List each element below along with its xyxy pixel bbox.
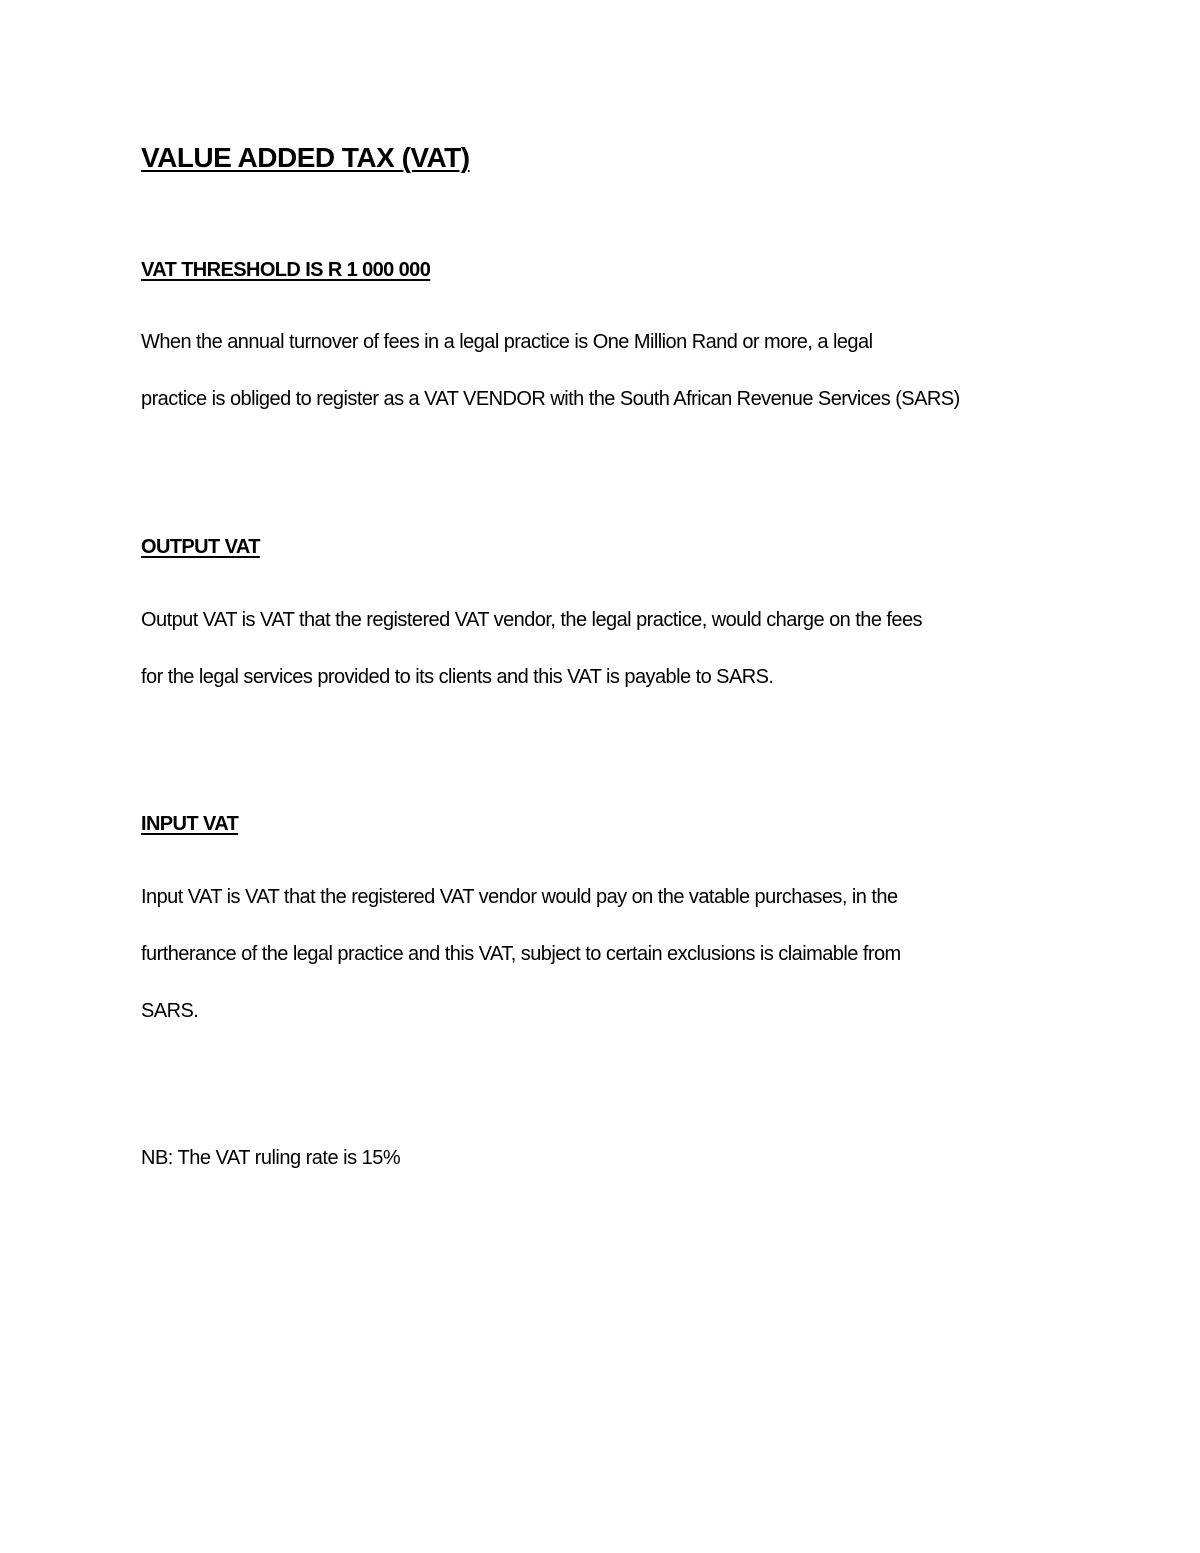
heading-vat-threshold: VAT THRESHOLD IS R 1 000 000 bbox=[141, 259, 431, 281]
heading-input-vat: INPUT VAT bbox=[141, 813, 239, 835]
paragraph-line: SARS. bbox=[141, 1000, 199, 1022]
paragraph-line: practice is obliged to register as a VAT VENDOR with the South African Revenue Services (SARS) bbox=[141, 388, 960, 410]
paragraph-line: Input VAT is VAT that the registered VAT vendor would pay on the vatable purchases, in the bbox=[141, 886, 898, 908]
paragraph-output-vat bbox=[141, 592, 922, 706]
paragraph-line: furtherance of the legal practice and this VAT, subject to certain exclusions is claimable from bbox=[141, 943, 901, 965]
heading-output-vat: OUTPUT VAT bbox=[141, 536, 260, 558]
note-vat-rate: NB: The VAT ruling rate is 15% bbox=[141, 1147, 401, 1169]
paragraph-input-vat bbox=[141, 869, 901, 1040]
paragraph-line: When the annual turnover of fees in a legal practice is One Million Rand or more, a legal bbox=[141, 331, 873, 353]
document-title: VALUE ADDED TAX (VAT) bbox=[141, 142, 470, 173]
paragraph-line: Output VAT is VAT that the registered VAT vendor, the legal practice, would charge on the fees bbox=[141, 609, 922, 631]
paragraph-vat-threshold bbox=[141, 314, 960, 428]
paragraph-line: for the legal services provided to its clients and this VAT is payable to SARS. bbox=[141, 666, 774, 688]
